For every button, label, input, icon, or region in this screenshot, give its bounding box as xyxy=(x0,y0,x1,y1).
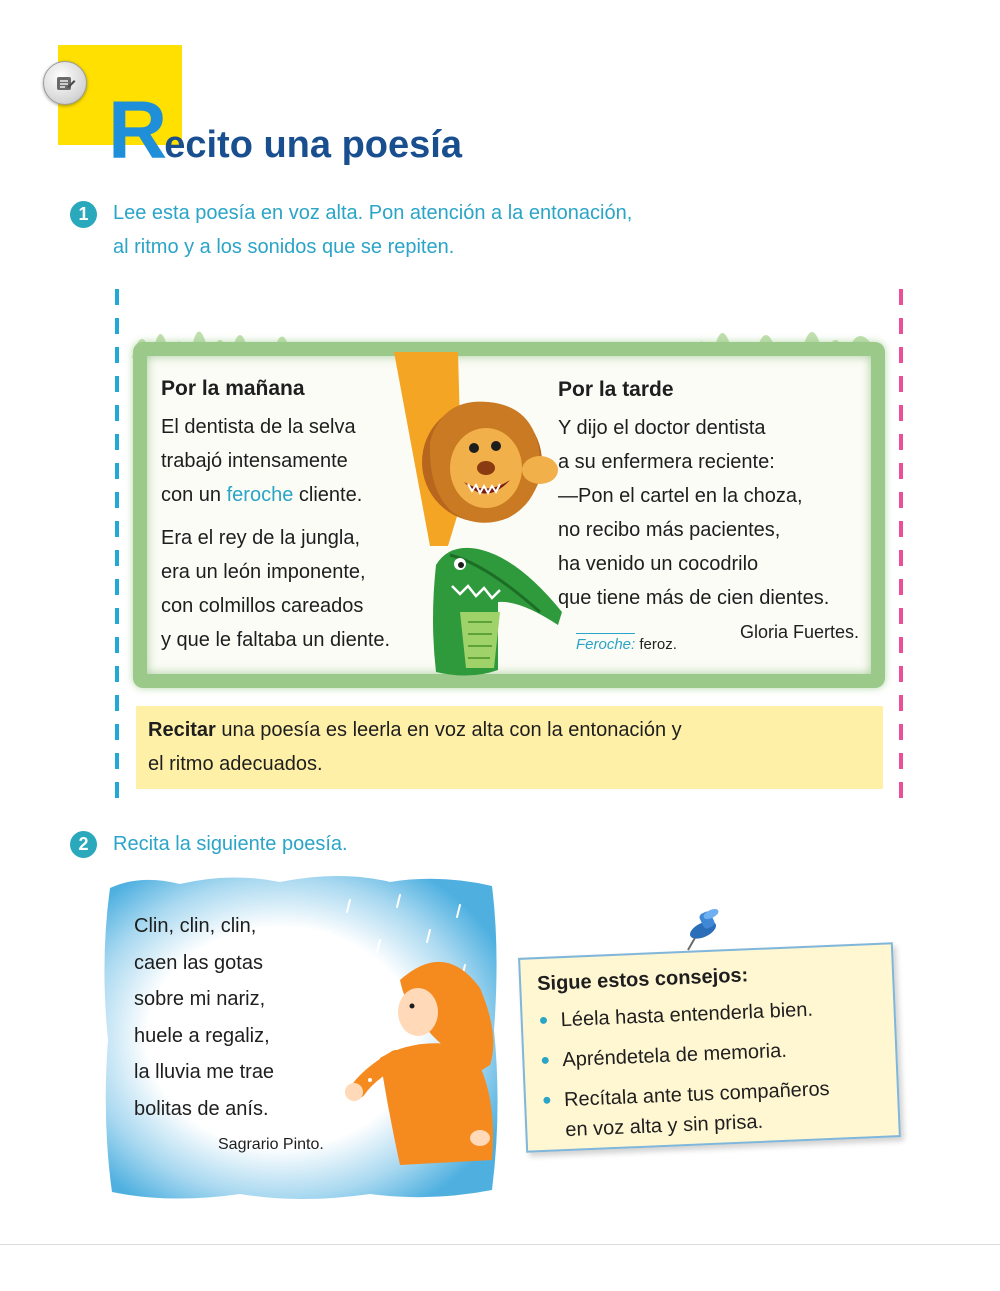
poem-line-text: con un xyxy=(161,484,227,506)
poem-left-title: Por la mañana xyxy=(161,377,305,400)
glossary-meaning: feroz. xyxy=(635,636,677,653)
tip-text: en voz alta y sin prisa. xyxy=(564,1110,764,1142)
tip-text: Apréndetela de memoria. xyxy=(561,1039,788,1072)
poem-line: caen las gotas xyxy=(134,951,263,974)
glossary-word: Feroche: xyxy=(576,633,635,653)
tip-item xyxy=(541,1072,882,1146)
poem-line: Y dijo el doctor dentista xyxy=(558,417,766,439)
page-title xyxy=(108,85,462,176)
activity-1-instruction xyxy=(113,196,632,264)
tip-item xyxy=(540,1032,880,1076)
poem-line: huele a regaliz, xyxy=(134,1024,270,1047)
tips-note xyxy=(518,942,901,1153)
bullet-icon: ● xyxy=(541,1091,553,1110)
tip-item xyxy=(538,992,878,1036)
poem-line: que tiene más de cien dientes. xyxy=(558,587,830,609)
instruction-line: Lee esta poesía en voz alta. Pon atención a la entonación, xyxy=(113,202,633,224)
tip-text: Léela hasta entenderla bien. xyxy=(560,998,814,1032)
poem-line-text: cliente. xyxy=(293,484,363,506)
pushpin-icon xyxy=(682,906,724,952)
rule-keyword: Recitar xyxy=(148,719,216,741)
instruction-line: al ritmo y a los sonidos que se repiten. xyxy=(113,236,455,258)
poem-author: Sagrario Pinto. xyxy=(218,1136,324,1153)
poem-line: no recibo más pacientes, xyxy=(558,519,781,541)
poem-right-title: Por la tarde xyxy=(558,378,674,401)
definition-box xyxy=(136,706,883,789)
activity-number-2: 2 xyxy=(70,831,97,858)
poem-line xyxy=(161,478,390,512)
title-text: ecito una poesía xyxy=(164,124,462,166)
rule-text: una poesía es leerla en voz alta con la entonación y xyxy=(215,719,682,741)
notebook-icon[interactable] xyxy=(43,61,87,105)
poem-line: trabajó intensamente xyxy=(161,450,348,472)
title-initial: R xyxy=(108,85,165,176)
poem-line: con colmillos careados xyxy=(161,595,364,617)
highlighted-word: feroche xyxy=(226,484,294,506)
poem-line: El dentista de la selva xyxy=(161,416,356,438)
rain-poem xyxy=(134,908,274,1127)
activity-number-1: 1 xyxy=(70,201,97,228)
page-footer-divider xyxy=(0,1244,1000,1245)
tip-text: Recítala ante tus compañeros xyxy=(563,1078,831,1112)
poem-line: ha venido un cocodrilo xyxy=(558,553,759,575)
poem-line: era un león imponente, xyxy=(161,561,366,583)
poem-line: y que le faltaba un diente. xyxy=(161,629,391,651)
activity-2-instruction: Recita la siguiente poesía. xyxy=(113,833,348,855)
poem-author: Gloria Fuertes. xyxy=(740,622,860,642)
poem-line: Clin, clin, clin, xyxy=(134,915,257,937)
poem-right xyxy=(558,377,829,615)
poem-left xyxy=(161,376,390,657)
pencil-note-icon xyxy=(54,72,76,94)
poem-line: —Pon el cartel en la choza, xyxy=(558,485,803,507)
glossary-definition xyxy=(576,636,677,653)
poem-line: bolitas de anís. xyxy=(134,1097,269,1120)
poem-line: sobre mi nariz, xyxy=(134,988,266,1010)
tips-title: Sigue estos consejos: xyxy=(536,964,749,996)
poem-line: Era el rey de la jungla, xyxy=(161,527,361,549)
bullet-icon: ● xyxy=(538,1011,549,1030)
lion-crocodile-illustration xyxy=(390,350,570,690)
rule-text: el ritmo adecuados. xyxy=(148,753,323,775)
bullet-icon: ● xyxy=(540,1051,551,1070)
poem-line: la lluvia me trae xyxy=(134,1061,275,1083)
poem-line: a su enfermera reciente: xyxy=(558,451,775,473)
